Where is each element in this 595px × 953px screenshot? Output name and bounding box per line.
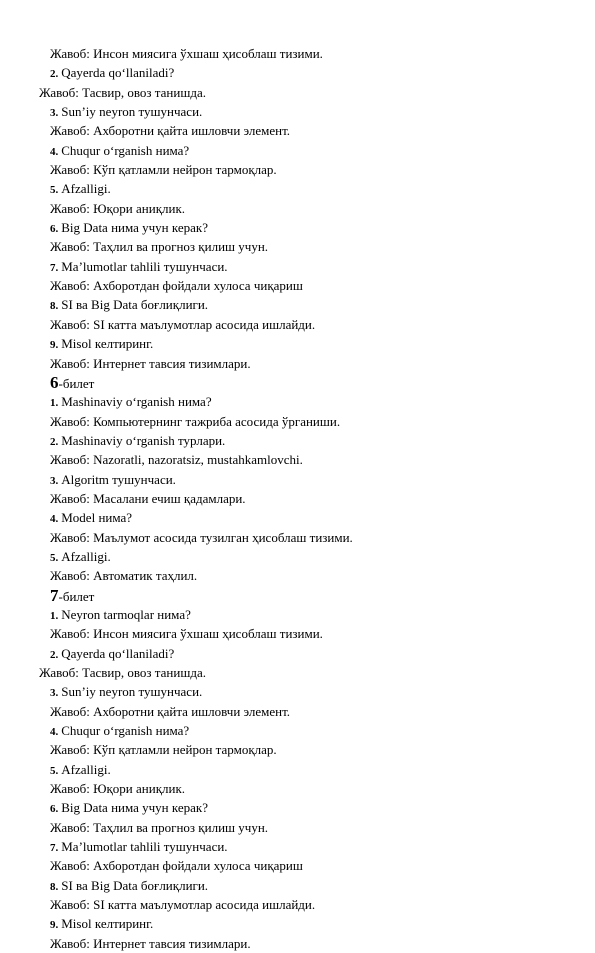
question-number: 5. (50, 551, 59, 564)
question-number: 8. (50, 300, 59, 313)
question-text: Sun’iy neyron тушунчаси. (61, 104, 203, 120)
question-line (0, 721, 595, 740)
answer-text: Жавоб: Кўп қатламли нейрон тармоқлар. (50, 742, 277, 758)
answer-line (0, 856, 595, 875)
question-text: Qayerda qo‘llaniladi? (61, 65, 175, 81)
ticket-heading (0, 586, 595, 605)
answer-text: Жавоб: Кўп қатламли нейрон тармоқлар. (50, 162, 277, 178)
question-number: 4. (50, 145, 59, 158)
ticket-label: -билет (58, 588, 95, 604)
question-number: 9. (50, 339, 59, 352)
question-text: Mashinaviy o‘rganish турлари. (61, 432, 226, 448)
question-text: SI ва Big Data боғлиқлиги. (61, 877, 209, 893)
answer-text: Жавоб: Компьютернинг тажриба асосида ўрганиши. (50, 413, 341, 429)
answer-text: Жавоб: Интернет тавсия тизимлари. (50, 935, 251, 951)
question-number: 7. (50, 842, 59, 855)
question-line (0, 257, 595, 276)
question-line (0, 914, 595, 933)
question-line (0, 431, 595, 450)
ticket-heading (0, 373, 595, 392)
answer-line (0, 624, 595, 643)
question-number: 9. (50, 919, 59, 932)
answer-text: Жавоб: Ахборотни қайта ишловчи элемент. (50, 123, 291, 139)
question-text: Big Data нима учун керак? (61, 220, 209, 236)
answer-text: Жавоб: Ахборотдан фойдали хулоса чиқариш (50, 858, 303, 874)
question-number: 4. (50, 513, 59, 526)
question-text: Model нима? (61, 510, 133, 526)
question-number: 3. (50, 687, 59, 700)
question-line (0, 179, 595, 198)
question-text: Algoritm тушунчаси. (61, 471, 176, 487)
answer-text: Жавоб: Масалани ечиш қадамлари. (50, 490, 246, 506)
question-text: SI ва Big Data боғлиқлиги. (61, 297, 209, 313)
question-line (0, 605, 595, 624)
answer-text: Жавоб: SI катта маълумотлар асосида ишлайди. (50, 316, 316, 332)
question-number: 1. (50, 609, 59, 622)
answer-line (0, 315, 595, 334)
question-text: Misol келтиринг. (61, 916, 154, 932)
question-number: 3. (50, 107, 59, 120)
answer-line (0, 237, 595, 256)
question-text: Qayerda qo‘llaniladi? (61, 645, 175, 661)
answer-line (0, 934, 595, 953)
question-number: 5. (50, 184, 59, 197)
question-line (0, 876, 595, 895)
question-text: Ma’lumotlar tahlili тушунчаси. (61, 839, 228, 855)
question-line (0, 760, 595, 779)
question-line (0, 508, 595, 527)
question-number: 2. (50, 68, 59, 81)
question-number: 2. (50, 648, 59, 661)
answer-line (0, 566, 595, 585)
answer-text: Жавоб: Маълумот асосида тузилган ҳисоблаш тизими. (50, 529, 353, 545)
question-line (0, 63, 595, 82)
answer-text: Жавоб: Ахборотни қайта ишловчи элемент. (50, 703, 291, 719)
question-line (0, 141, 595, 160)
answer-line (0, 160, 595, 179)
question-line (0, 218, 595, 237)
question-line (0, 837, 595, 856)
answer-text: Жавоб: Тасвир, овоз танишда. (39, 84, 206, 100)
answer-line (0, 450, 595, 469)
answer-line (0, 779, 595, 798)
question-line (0, 334, 595, 353)
question-text: Afzalligi. (61, 181, 111, 197)
question-text: Afzalligi. (61, 548, 111, 564)
question-number: 7. (50, 261, 59, 274)
answer-text: Жавоб: Интернет тавсия тизимлари. (50, 355, 251, 371)
answer-line (0, 276, 595, 295)
answer-line (0, 83, 595, 102)
answer-line (0, 121, 595, 140)
answer-line (0, 702, 595, 721)
answer-line (0, 740, 595, 759)
answer-text: Жавоб: SI катта маълумотлар асосида ишлайди. (50, 897, 316, 913)
answer-text: Жавоб: Автоматик таҳлил. (50, 568, 198, 584)
answer-line (0, 44, 595, 63)
question-text: Afzalligi. (61, 761, 111, 777)
answer-line (0, 412, 595, 431)
answer-text: Жавоб: Тасвир, овоз танишда. (39, 665, 206, 680)
answer-text: Жавоб: Ахборотдан фойдали хулоса чиқариш (50, 278, 303, 294)
question-text: Ma’lumotlar tahlili тушунчаси. (61, 258, 228, 274)
question-line (0, 798, 595, 817)
answer-text: Жавоб: Юқори аниқлик. (50, 200, 186, 216)
question-text: Mashinaviy o‘rganish нима? (61, 394, 212, 410)
question-text: Chuqur o‘rganish нима? (61, 142, 190, 158)
answer-line (0, 354, 595, 373)
question-text: Sun’iy neyron тушунчаси. (61, 684, 203, 700)
answer-line (0, 895, 595, 914)
question-line (0, 547, 595, 566)
document-page (0, 44, 595, 953)
question-number: 4. (50, 726, 59, 739)
answer-text: Жавоб: Инсон миясига ўхшаш ҳисоблаш тизими. (50, 626, 323, 642)
answer-text: Жавоб: Nazoratli, nazoratsiz, mustahkamlovchi. (50, 452, 303, 468)
question-number: 6. (50, 223, 59, 236)
ticket-number: 6 (50, 372, 59, 392)
question-line (0, 644, 595, 663)
question-number: 6. (50, 803, 59, 816)
question-text: Neyron tarmoqlar нима? (61, 606, 191, 622)
answer-text: Жавоб: Юқори аниқлик. (50, 781, 186, 797)
ticket-label: -билет (58, 375, 95, 391)
answer-line (0, 528, 595, 547)
question-line (0, 102, 595, 121)
question-number: 1. (50, 397, 59, 410)
question-number: 8. (50, 880, 59, 893)
answer-line (0, 663, 595, 682)
question-line (0, 295, 595, 314)
question-line (0, 392, 595, 411)
question-number: 2. (50, 435, 59, 448)
question-text: Big Data нима учун керак? (61, 800, 209, 816)
answer-line (0, 489, 595, 508)
question-number: 5. (50, 764, 59, 777)
question-number: 3. (50, 474, 59, 487)
answer-line (0, 199, 595, 218)
question-text: Chuqur o‘rganish нима? (61, 723, 190, 739)
question-text: Misol келтиринг. (61, 336, 154, 352)
answer-line (0, 818, 595, 837)
answer-text: Жавоб: Инсон миясига ўхшаш ҳисоблаш тизими. (50, 46, 323, 61)
answer-text: Жавоб: Таҳлил ва прогноз қилиш учун. (50, 819, 269, 835)
question-line (0, 470, 595, 489)
answer-text: Жавоб: Таҳлил ва прогноз қилиш учун. (50, 239, 269, 255)
ticket-number: 7 (50, 585, 59, 605)
question-line (0, 682, 595, 701)
